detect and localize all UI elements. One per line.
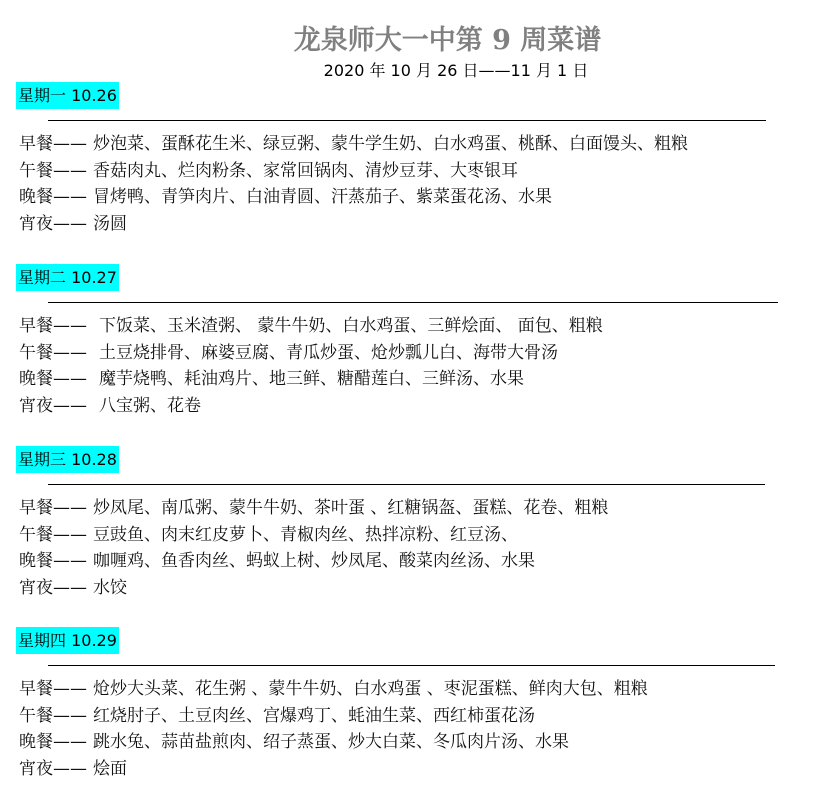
meal-row-breakfast [19, 313, 603, 340]
day-header: 星期三 10.28 [16, 446, 119, 473]
meal-items: 红烧肘子、土豆肉丝、宫爆鸡丁、蚝油生菜、西红柿蛋花汤 [93, 705, 535, 726]
meal-items: 炝炒大头菜、花生粥 、蒙牛牛奶、白水鸡蛋 、枣泥蛋糕、鲜肉大包、粗粮 [93, 679, 648, 699]
meal-row-breakfast [19, 676, 648, 703]
meal-row-lunch [19, 158, 688, 185]
meal-row-dinner [19, 729, 648, 756]
meal-list [19, 495, 608, 601]
meal-row-dinner [19, 366, 603, 393]
meal-items: 魔芋烧鸭、耗油鸡片、地三鲜、糖醋莲白、三鲜汤、水果 [99, 369, 524, 389]
meal-items: 炒泡菜、蛋酥花生米、绿豆粥、蒙牛学生奶、白水鸡蛋、桃酥、白面馒头、粗粮 [93, 134, 688, 154]
meal-items: 跳水兔、蒜苗盐煎肉、绍子蒸蛋、炒大白菜、冬瓜肉片汤、水果 [93, 732, 569, 752]
section-divider [48, 120, 766, 121]
meal-label: 午餐—— [19, 342, 87, 363]
meal-row-breakfast [19, 131, 688, 158]
meal-items: 香菇肉丸、烂肉粉条、家常回锅肉、清炒豆芽、大枣银耳 [93, 160, 518, 181]
meal-label: 早餐—— [19, 498, 87, 518]
meal-list [19, 131, 688, 237]
section-divider [48, 665, 775, 666]
section-divider [48, 302, 778, 303]
meal-items: 水饺 [93, 577, 127, 598]
meal-label: 晚餐—— [19, 187, 87, 207]
meal-label: 晚餐—— [19, 732, 87, 752]
day-header: 星期二 10.27 [16, 264, 119, 291]
meal-row-lunch [19, 522, 608, 549]
meal-items: 冒烤鸭、青笋肉片、白油青圆、汗蒸茄子、紫菜蛋花汤、水果 [93, 187, 552, 207]
meal-label: 午餐—— [19, 160, 87, 181]
meal-row-night-snack [19, 393, 603, 420]
meal-items: 豆豉鱼、肉末红皮萝卜、青椒肉丝、热拌凉粉、红豆汤、 [93, 524, 518, 545]
meal-items: 八宝粥、花卷 [99, 395, 201, 416]
meal-label: 早餐—— [19, 134, 87, 154]
meal-items: 炒凤尾、南瓜粥、蒙牛牛奶、茶叶蛋 、红糖锅盔、蛋糕、花卷、粗粮 [93, 498, 609, 518]
meal-label: 早餐—— [19, 316, 87, 336]
date-range: 2020 年 10 月 26 日——11 月 1 日 [323, 61, 589, 80]
day-header: 星期一 10.26 [16, 82, 119, 109]
meal-items: 咖喱鸡、鱼香肉丝、蚂蚁上树、炒凤尾、酸菜肉丝汤、水果 [93, 551, 535, 571]
day-header: 星期四 10.29 [16, 627, 119, 654]
meal-row-breakfast [19, 495, 608, 522]
meal-label: 早餐—— [19, 679, 87, 699]
page-title: 龙泉师大一中第 9 周菜谱 [293, 25, 602, 56]
section-divider [48, 484, 765, 485]
meal-row-dinner [19, 184, 688, 211]
meal-label: 宵夜—— [19, 213, 87, 234]
meal-row-lunch [19, 340, 603, 367]
meal-items: 烩面 [93, 758, 127, 779]
meal-label: 午餐—— [19, 524, 87, 545]
meal-row-night-snack [19, 575, 608, 602]
meal-row-night-snack [19, 211, 688, 238]
meal-label: 午餐—— [19, 705, 87, 726]
meal-label: 晚餐—— [19, 369, 87, 389]
meal-list [19, 313, 603, 419]
meal-row-night-snack [19, 756, 648, 783]
meal-row-dinner [19, 548, 608, 575]
meal-label: 宵夜—— [19, 577, 87, 598]
meal-label: 宵夜—— [19, 758, 87, 779]
meal-list [19, 676, 648, 782]
meal-row-lunch [19, 703, 648, 730]
meal-items: 土豆烧排骨、麻婆豆腐、青瓜炒蛋、炝炒瓢儿白、海带大骨汤 [99, 342, 558, 363]
meal-label: 晚餐—— [19, 551, 87, 571]
meal-items: 汤圆 [93, 213, 127, 234]
meal-label: 宵夜—— [19, 395, 87, 416]
meal-items: 下饭菜、玉米渣粥、 蒙牛牛奶、白水鸡蛋、三鲜烩面、 面包、粗粮 [99, 316, 603, 336]
